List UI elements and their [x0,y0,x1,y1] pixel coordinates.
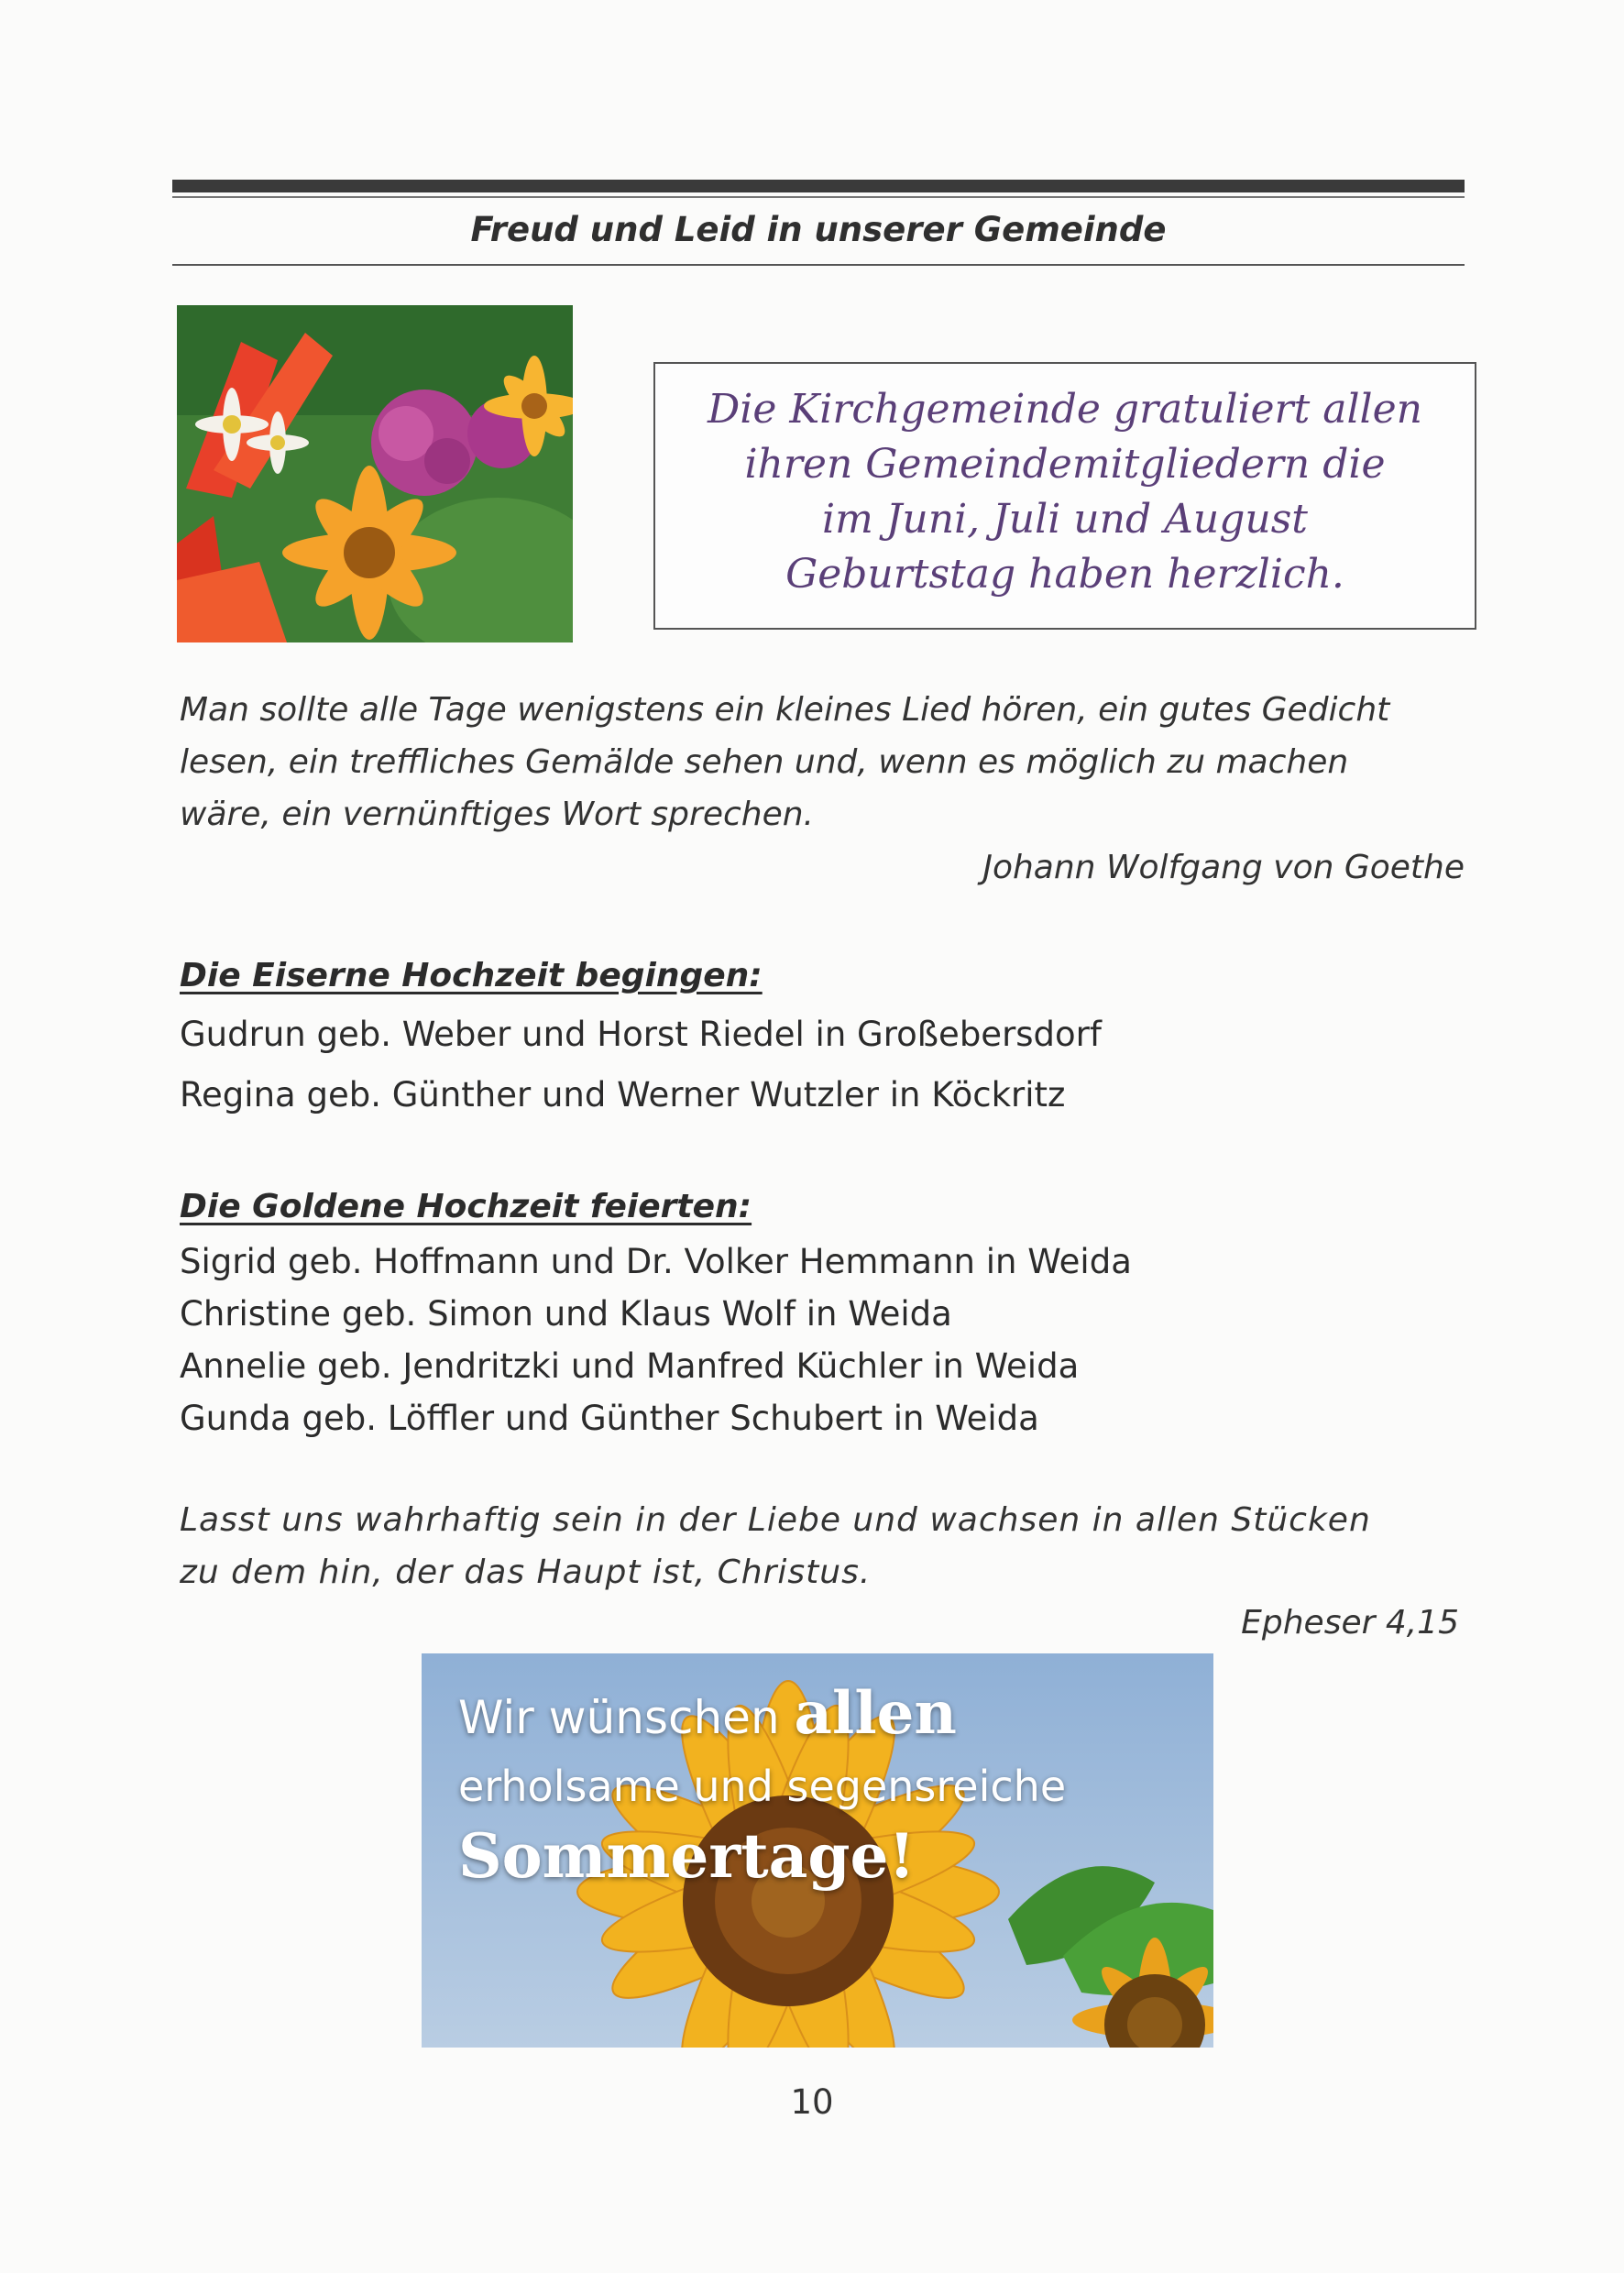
banner-line-1-bold: allen [794,1679,957,1748]
scripture-reference: Epheser 4,15 [1241,1604,1459,1642]
header-rule-thick [172,180,1465,192]
iron-wedding-heading: Die Eiserne Hochzeit begingen: [180,957,763,994]
header-rule-bottom [172,264,1465,266]
header-rule-thin [172,196,1465,198]
page-number: 10 [790,2082,834,2122]
greeting-line: Geburtstag haben herzlich. [785,551,1344,598]
page-title: Freud und Leid in unserer Gemeinde [470,210,1167,249]
goethe-quote [180,684,1465,840]
birthday-greeting-box [653,362,1476,630]
quote-line: Man sollte alle Tage wenigstens ein kleines Lied hören, ein gutes Gedicht [180,691,1390,729]
banner-line-1-regular: Wir wünschen [458,1691,795,1744]
birthday-greeting-text [655,382,1475,602]
list-item: Annelie geb. Jendritzki und Manfred Küchler in Weida [180,1346,1080,1386]
list-item: Christine geb. Simon und Klaus Wolf in Weida [180,1294,952,1334]
banner-line-3: Sommertage! [458,1820,916,1892]
iron-wedding-list [180,1005,1463,1126]
golden-wedding-heading: Die Goldene Hochzeit feierten: [180,1188,752,1225]
scripture-line: zu dem hin, der das Haupt ist, Christus. [180,1554,872,1591]
summer-banner [422,1653,1213,2048]
list-item: Regina geb. Günther und Werner Wutzler in Köckritz [180,1075,1066,1115]
list-item: Gunda geb. Löffler und Günther Schubert in Weida [180,1399,1039,1438]
quote-line: wäre, ein vernünftiges Wort sprechen. [180,796,814,833]
quote-line: lesen, ein treffliches Gemälde sehen und, wenn es möglich zu machen [180,743,1349,781]
quote-author: Johann Wolfgang von Goethe [982,849,1465,886]
flower-photo [177,305,573,642]
list-item: Sigrid geb. Hoffmann und Dr. Volker Hemmann in Weida [180,1242,1132,1281]
greeting-line: ihren Gemeindemitgliedern die [744,441,1386,488]
list-item: Gudrun geb. Weber und Horst Riedel in Großebersdorf [180,1015,1102,1054]
banner-line-2: erholsame und segensreiche [458,1762,1067,1811]
scripture-line: Lasst uns wahrhaftig sein in der Liebe und wachsen in allen Stücken [180,1501,1371,1539]
greeting-line: Die Kirchgemeinde gratuliert allen [708,386,1422,433]
golden-wedding-list [180,1235,1463,1444]
scripture-quote [180,1494,1465,1598]
greeting-line: im Juni, Juli und August [822,496,1308,543]
banner-line-1 [458,1679,957,1748]
